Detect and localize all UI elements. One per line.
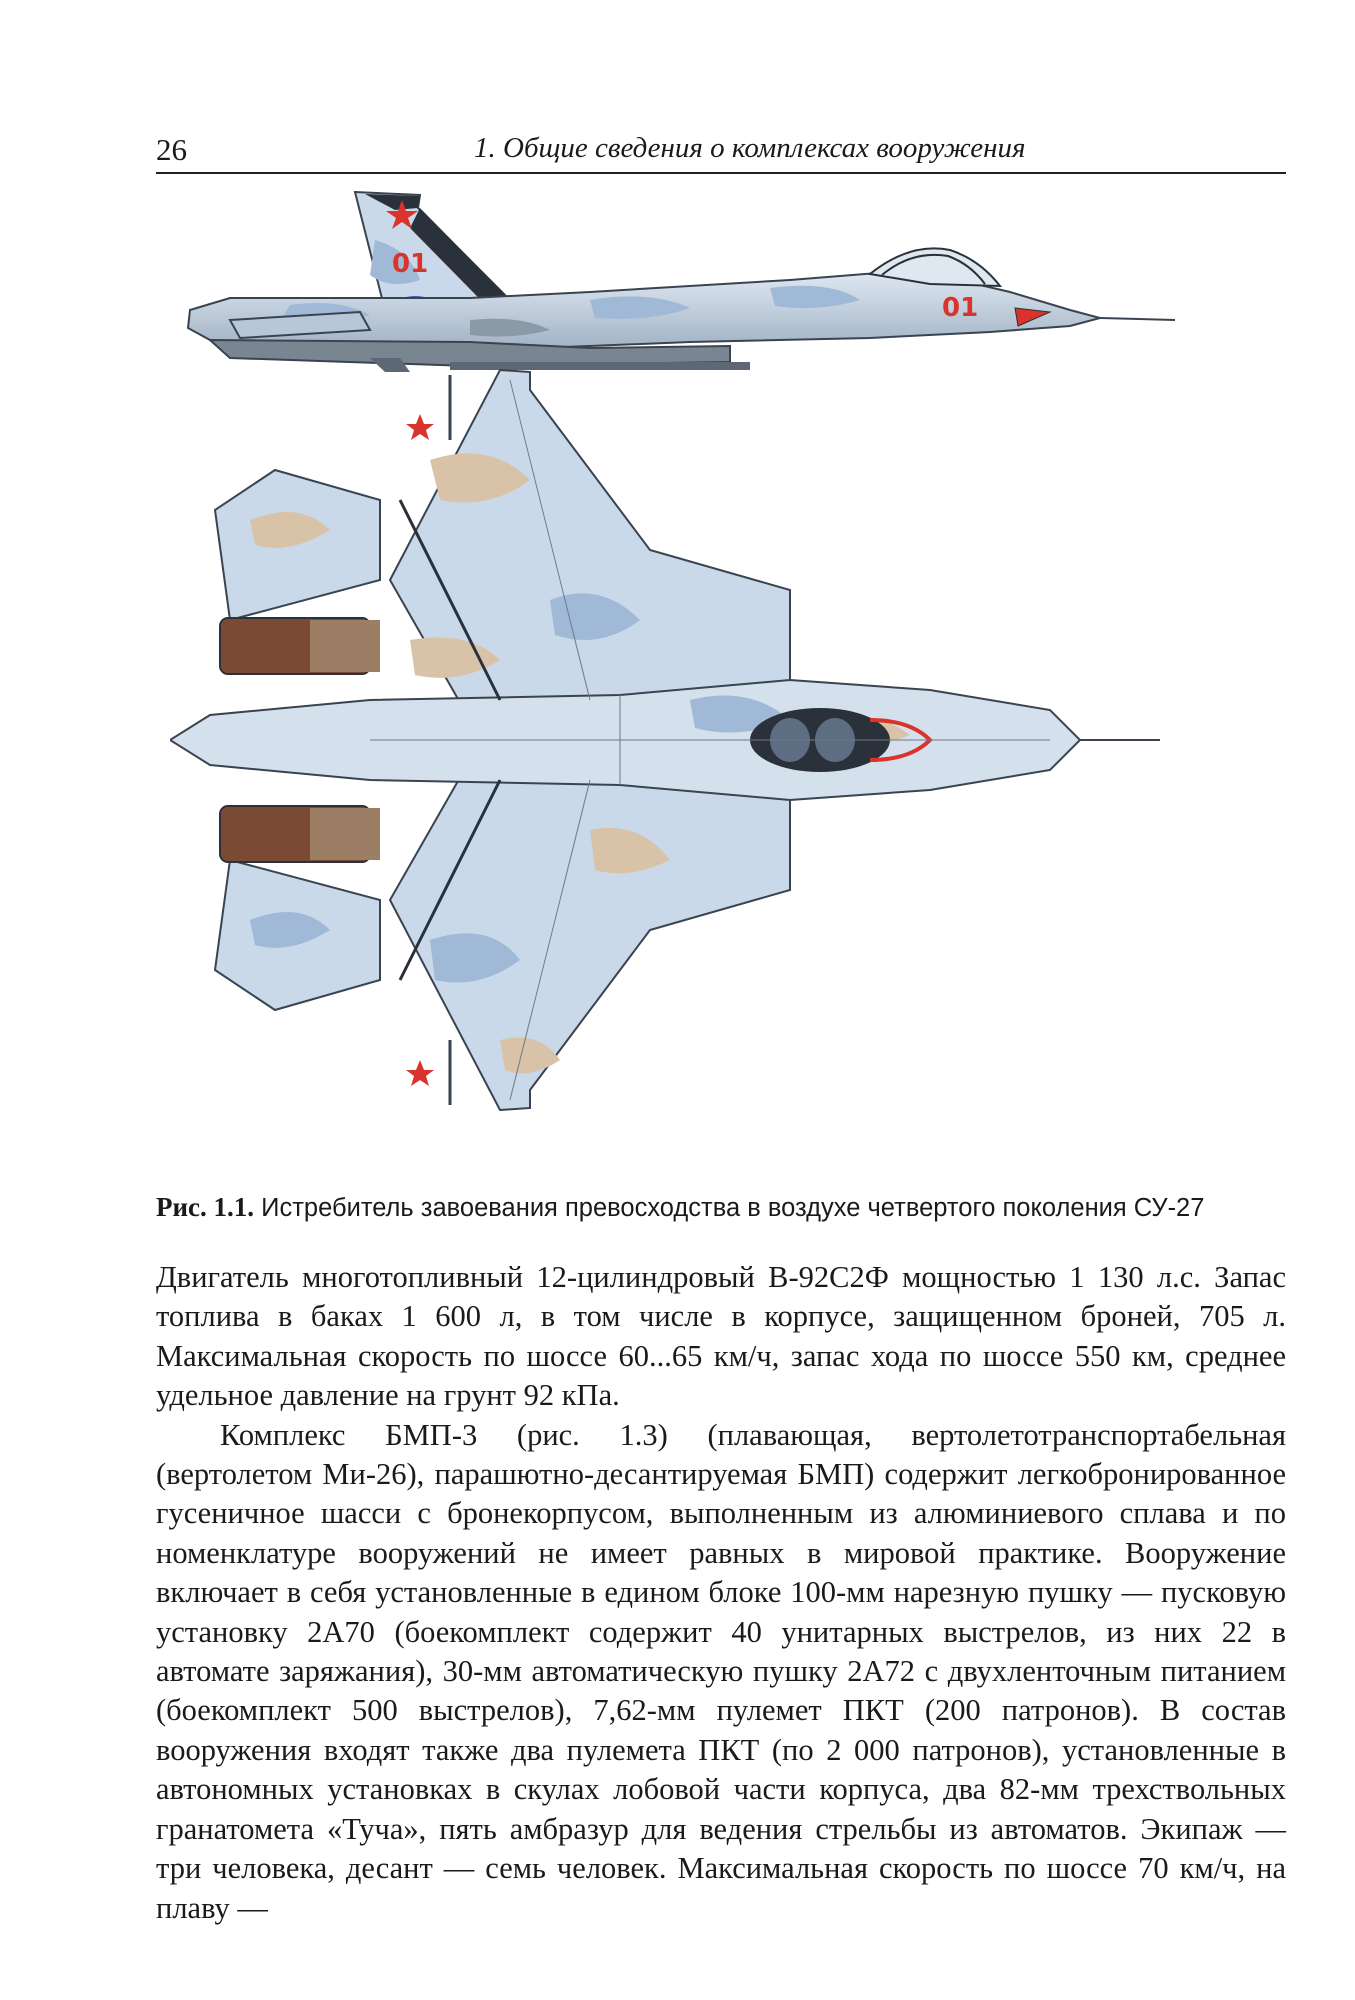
aircraft-illustration (170, 180, 1290, 1170)
top-view-left-wing-star (406, 414, 434, 440)
paragraph-engine: Двигатель многотопливный 12-цилиндровый В-92С2Ф мощностью 1 130 л.с. Запас топлива в баках 1 600 л, в том числе в корпусе, защищенном броней, 705 л. Максимальная скорость по шоссе 60...65 км/ч, запас хода по шоссе 550 км, среднее удельное давление на грунт 92 кПа. (156, 1260, 1286, 1413)
page-number: 26 (156, 132, 187, 167)
caption-text: Истребитель завоевания превосходства в воздухе четвертого поколения СУ-27 (254, 1194, 1205, 1222)
side-view-pitot-probe (1100, 318, 1175, 320)
side-view-nose-number: 01 (942, 293, 979, 323)
top-view (170, 370, 1160, 1110)
paragraph-bmp3: Комплекс БМП-3 (рис. 1.3) (плавающая, вертолетотранспортабельная (вертолетом Ми-26), парашютно-десантируемая БМП) содержит легкобронированное гусеничное шасси с бронекорпусом, выполненным из алюминиевого сплава и по номенклатуре вооружений не имеет равных в мировой практике. Вооружение включает в себя установленные в едином блоке 100-мм нарезную пушку — пусковую установку 2А70 (боекомплект содержит 40 унитарных выстрелов, из них 22 в автомате заряжания), 30-мм автоматическую пушку 2А72 с двухленточным питанием (боекомплект 500 выстрелов), 7,62-мм пулемет ПКТ (200 патронов). В состав вооружения входят также два пулемета ПКТ (по 2 000 патронов), установленные в автономных установках в скулах лобовой части корпуса, два 82-мм трехствольных гранатомета «Туча», пять амбразур для ведения стрельбы из автоматов. Экипаж — три человека, десант — семь человек. Максимальная скорость по шоссе 70 км/ч, на плаву — (156, 1417, 1286, 1925)
top-view-right-wing-star (406, 1060, 434, 1086)
figure-su27 (170, 180, 1290, 1170)
running-title: 1. Общие сведения о комплексах вооружения (474, 132, 1026, 164)
top-view-left-stabilizer (215, 470, 380, 620)
side-view (188, 192, 1175, 372)
caption-label: Рис. 1.1. (156, 1192, 255, 1222)
page-header (156, 128, 1286, 174)
body-text (156, 1258, 1286, 1928)
figure-caption (156, 1192, 1286, 1223)
side-view-tail-number: 01 (392, 249, 429, 279)
